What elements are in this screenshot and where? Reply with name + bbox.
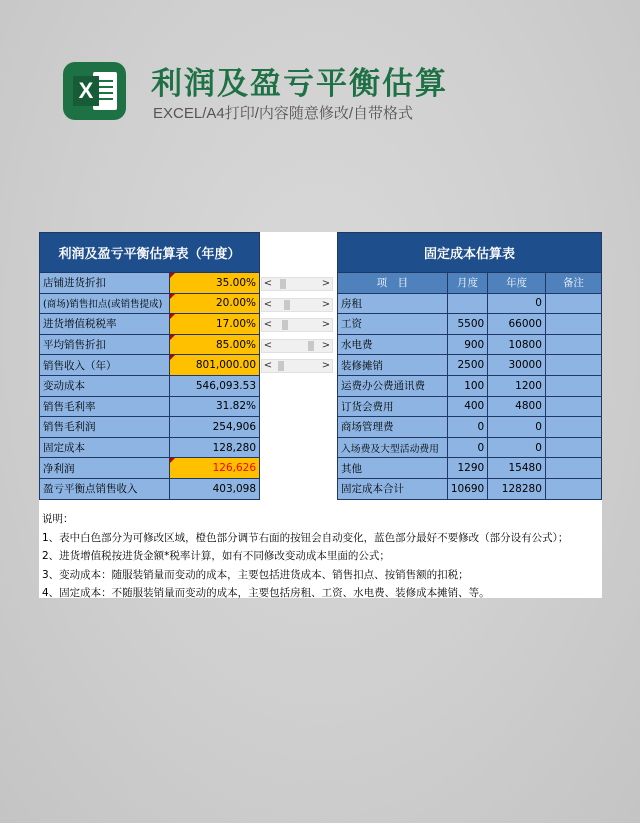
cost-item-cell: 房租 <box>338 293 448 314</box>
table-row <box>338 314 602 335</box>
notes-section <box>42 510 598 603</box>
table-row <box>338 334 602 355</box>
note-cell <box>545 458 601 479</box>
input-cell[interactable]: 801,000.00 <box>170 355 260 376</box>
yearly-cell: 4800 <box>488 396 546 417</box>
monthly-cell: 10690 <box>447 478 487 499</box>
left-table-title: 利润及盈亏平衡估算表（年度） <box>40 233 260 273</box>
cost-item-cell: 入场费及大型活动费用 <box>338 437 448 458</box>
monthly-cell: 0 <box>447 437 487 458</box>
table-row <box>338 293 602 314</box>
input-cell[interactable]: 126,626 <box>170 458 260 479</box>
monthly-cell: 5500 <box>447 314 487 335</box>
note-cell <box>545 417 601 438</box>
yearly-cell: 128280 <box>488 478 546 499</box>
note-cell <box>545 437 601 458</box>
cost-item-cell: 工资 <box>338 314 448 335</box>
monthly-cell: 1290 <box>447 458 487 479</box>
monthly-cell: 2500 <box>447 355 487 376</box>
chevron-left-icon[interactable]: < <box>263 298 273 310</box>
scroll-thumb[interactable] <box>280 279 286 289</box>
table-row <box>338 375 602 396</box>
value-cell: 403,098 <box>170 478 260 499</box>
yearly-cell: 1200 <box>488 375 546 396</box>
input-cell[interactable]: 20.00% <box>170 293 260 314</box>
cost-item-cell: 运费办公费通讯费 <box>338 375 448 396</box>
yearly-cell: 10800 <box>488 334 546 355</box>
note-cell <box>545 478 601 499</box>
chevron-right-icon[interactable]: > <box>321 339 331 351</box>
value-cell: 31.82% <box>170 396 260 417</box>
adjust-scrollbar[interactable] <box>261 339 333 353</box>
row-label: 固定成本 <box>40 437 170 458</box>
note-cell <box>545 334 601 355</box>
note-line: 2、进货增值税按进货金额*税率计算，如有不同修改变动成本里面的公式； <box>42 550 390 563</box>
column-header-row <box>338 273 602 294</box>
row-label: 净利润 <box>40 458 170 479</box>
column-header: 年度 <box>488 273 546 294</box>
row-label: 变动成本 <box>40 375 170 396</box>
table-row <box>40 355 260 376</box>
excel-logo-icon <box>63 62 126 120</box>
row-label: 进货增值税税率 <box>40 314 170 335</box>
adjust-scrollbar[interactable] <box>261 318 333 332</box>
note-line: 1、表中白色部分为可修改区域，橙色部分调节右面的按钮会自动变化，蓝色部分最好不要修改（部分设有公式）； <box>42 531 569 544</box>
row-label: (商场)销售扣点(或销售提成) <box>40 293 170 314</box>
chevron-right-icon[interactable]: > <box>321 298 331 310</box>
yearly-cell: 0 <box>488 437 546 458</box>
table-row <box>40 334 260 355</box>
table-row <box>40 437 260 458</box>
adjust-scrollbar[interactable] <box>261 277 333 291</box>
note-cell <box>545 314 601 335</box>
column-header: 项 目 <box>338 273 448 294</box>
chevron-left-icon[interactable]: < <box>263 339 273 351</box>
cost-item-cell: 其他 <box>338 458 448 479</box>
table-row <box>40 293 260 314</box>
chevron-left-icon[interactable]: < <box>263 360 273 372</box>
cost-item-cell: 水电费 <box>338 334 448 355</box>
row-label: 店铺进货折扣 <box>40 273 170 294</box>
profit-breakeven-table <box>39 232 260 500</box>
scroll-thumb[interactable] <box>284 300 290 310</box>
note-cell <box>545 396 601 417</box>
cost-item-cell: 订货会费用 <box>338 396 448 417</box>
row-label: 销售毛利率 <box>40 396 170 417</box>
notes-heading: 说明： <box>42 513 74 525</box>
cost-item-cell: 固定成本合计 <box>338 478 448 499</box>
monthly-cell <box>447 293 487 314</box>
table-row <box>40 273 260 294</box>
row-label: 盈亏平衡点销售收入 <box>40 478 170 499</box>
table-row <box>40 458 260 479</box>
table-row <box>40 417 260 438</box>
monthly-cell: 400 <box>447 396 487 417</box>
note-cell <box>545 375 601 396</box>
input-cell[interactable]: 85.00% <box>170 334 260 355</box>
page-title: 利润及盈亏平衡估算 <box>151 66 448 102</box>
chevron-right-icon[interactable]: > <box>321 319 331 331</box>
table-row <box>40 396 260 417</box>
scroll-thumb[interactable] <box>282 320 288 330</box>
note-cell <box>545 355 601 376</box>
yearly-cell: 15480 <box>488 458 546 479</box>
row-label: 销售收入（年） <box>40 355 170 376</box>
column-header: 月度 <box>447 273 487 294</box>
table-row <box>40 478 260 499</box>
table-row <box>40 314 260 335</box>
column-header: 备注 <box>545 273 601 294</box>
table-row <box>338 417 602 438</box>
adjust-scrollbar[interactable] <box>261 359 333 373</box>
monthly-cell: 0 <box>447 417 487 438</box>
yearly-cell: 0 <box>488 417 546 438</box>
value-cell: 546,093.53 <box>170 375 260 396</box>
page-subtitle: EXCEL/A4打印/内容随意修改/自带格式 <box>153 105 414 122</box>
adjust-scrollbar[interactable] <box>261 298 333 312</box>
table-row <box>40 375 260 396</box>
note-line: 3、变动成本：随服装销量而变动的成本，主要包括进货成本、销售扣点、按销售额的扣税； <box>42 568 469 581</box>
chevron-right-icon[interactable]: > <box>321 278 331 289</box>
fixed-cost-table <box>337 232 602 500</box>
value-cell: 254,906 <box>170 417 260 438</box>
table-row <box>338 437 602 458</box>
cost-item-cell: 商场管理费 <box>338 417 448 438</box>
cost-item-cell: 装修摊销 <box>338 355 448 376</box>
yearly-cell: 66000 <box>488 314 546 335</box>
chevron-right-icon[interactable]: > <box>321 360 331 372</box>
spreadsheet-area <box>39 232 602 598</box>
row-label: 销售毛利润 <box>40 417 170 438</box>
monthly-cell: 100 <box>447 375 487 396</box>
chevron-left-icon[interactable]: < <box>263 278 273 289</box>
input-cell[interactable]: 35.00% <box>170 273 260 294</box>
scroll-thumb[interactable] <box>278 361 284 371</box>
right-table-title: 固定成本估算表 <box>338 233 602 273</box>
value-cell: 128,280 <box>170 437 260 458</box>
table-row <box>338 355 602 376</box>
excel-x-letter: X <box>73 76 99 106</box>
yearly-cell: 0 <box>488 293 546 314</box>
table-row <box>338 396 602 417</box>
note-line: 4、固定成本：不随服装销量而变动的成本，主要包括房租、工资、水电费、装修成本摊销、等。 <box>42 587 490 600</box>
table-row <box>338 478 602 499</box>
monthly-cell: 900 <box>447 334 487 355</box>
row-label: 平均销售折扣 <box>40 334 170 355</box>
input-cell[interactable]: 17.00% <box>170 314 260 335</box>
chevron-left-icon[interactable]: < <box>263 319 273 331</box>
scroll-thumb[interactable] <box>308 341 314 351</box>
yearly-cell: 30000 <box>488 355 546 376</box>
note-cell <box>545 293 601 314</box>
table-row <box>338 458 602 479</box>
